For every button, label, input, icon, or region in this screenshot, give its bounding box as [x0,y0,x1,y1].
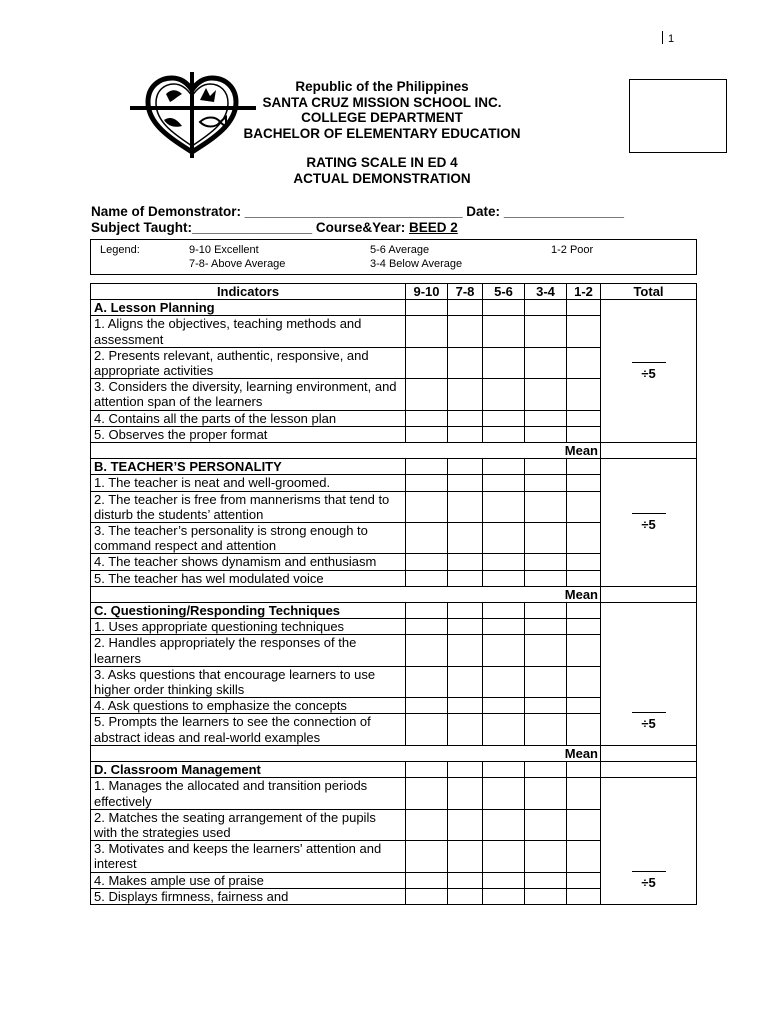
header-total: Total [601,284,697,300]
indicator: 5. Observes the proper format [91,426,406,442]
name-label: Name of Demonstrator: [91,204,242,219]
score-cell[interactable] [406,554,448,570]
score-cell[interactable] [567,698,601,714]
indicator: 2. Handles appropriately the responses of the learners [91,635,406,666]
score-cell[interactable] [448,426,483,442]
score-cell[interactable] [525,778,567,809]
section-title-row [91,603,697,619]
score-cell[interactable] [406,619,448,635]
score-cell[interactable] [525,698,567,714]
score-cell[interactable] [406,666,448,697]
legend-excellent: 9-10 Excellent [189,244,259,256]
header-department: COLLEGE DEPARTMENT [301,110,463,125]
score-cell[interactable] [448,523,483,554]
indicator: 3. Motivates and keeps the learners' attention and interest [91,841,406,872]
score-cell[interactable] [448,316,483,347]
score-cell[interactable] [567,872,601,888]
score-cell[interactable] [406,698,448,714]
score-cell[interactable] [483,841,525,872]
score-cell[interactable] [448,475,483,491]
total-cell[interactable] [601,778,697,905]
score-cell[interactable] [483,872,525,888]
score-cell[interactable] [525,872,567,888]
score-cell[interactable] [448,379,483,410]
indicator: 1. Manages the allocated and transition periods effectively [91,778,406,809]
score-cell[interactable] [448,570,483,586]
score-cell[interactable] [406,635,448,666]
section-title-row [91,762,697,778]
score-cell[interactable] [567,762,601,778]
score-cell[interactable] [567,316,601,347]
score-cell[interactable] [483,491,525,522]
total-divisor: ÷5 [641,516,656,532]
header-5-6: 5-6 [483,284,525,300]
score-cell[interactable] [567,459,601,475]
score-cell[interactable] [448,698,483,714]
score-cell[interactable] [483,410,525,426]
score-cell[interactable] [483,300,525,316]
score-cell[interactable] [567,809,601,840]
score-cell[interactable] [525,316,567,347]
score-cell[interactable] [567,523,601,554]
score-cell[interactable] [448,410,483,426]
score-cell[interactable] [406,459,448,475]
total-cell[interactable] [601,459,697,587]
score-cell[interactable] [567,570,601,586]
score-cell[interactable] [525,523,567,554]
indicator: 5. The teacher has wel modulated voice [91,570,406,586]
legend-label: Legend: [100,244,140,256]
section-title: B. TEACHER’S PERSONALITY [91,459,406,475]
score-cell[interactable] [448,619,483,635]
score-cell[interactable] [525,570,567,586]
score-cell[interactable] [483,347,525,378]
table-header-row [91,284,697,300]
score-cell[interactable] [525,300,567,316]
course-value: BEED 2 [408,220,458,235]
score-cell[interactable] [483,426,525,442]
mean-label: Mean [91,443,601,459]
indicator: 3. Considers the diversity, learning environment, and attention span of the learners [91,379,406,410]
score-cell[interactable] [567,619,601,635]
mean-value-cell[interactable] [601,745,697,761]
date-field[interactable]: ________________ [503,204,624,219]
score-cell[interactable] [483,635,525,666]
score-cell[interactable] [567,347,601,378]
indicator: 1. Uses appropriate questioning techniques [91,619,406,635]
mean-label: Mean [91,745,601,761]
score-cell[interactable] [567,300,601,316]
indicator: 2. The teacher is free from mannerisms that tend to disturb the students’ attention [91,491,406,522]
rating-table [90,283,697,905]
score-cell[interactable] [525,666,567,697]
section-title-row [91,459,697,475]
page-number: 1 [662,31,674,45]
section-title: C. Questioning/Responding Techniques [91,603,406,619]
score-cell[interactable] [448,635,483,666]
legend-above-average: 7-8- Above Average [189,258,286,270]
score-cell[interactable] [567,714,601,745]
indicator: 4. Makes ample use of praise [91,872,406,888]
indicator: 2. Matches the seating arrangement of the pupils with the strategies used [91,809,406,840]
score-cell[interactable] [448,347,483,378]
score-cell[interactable] [525,426,567,442]
score-cell[interactable] [483,619,525,635]
photo-box [629,79,727,153]
score-cell[interactable] [448,714,483,745]
score-cell[interactable] [525,635,567,666]
score-cell[interactable] [406,316,448,347]
score-cell[interactable] [483,475,525,491]
score-cell[interactable] [483,809,525,840]
score-cell[interactable] [483,523,525,554]
demonstrator-line [91,204,624,219]
mean-row [91,586,697,602]
score-cell[interactable] [406,603,448,619]
score-cell[interactable] [525,714,567,745]
score-cell[interactable] [525,379,567,410]
score-cell[interactable] [567,888,601,904]
score-cell[interactable] [525,888,567,904]
header-school-name: SANTA CRUZ MISSION SCHOOL INC. [262,95,502,110]
mean-row [91,443,697,459]
header-1-2: 1-2 [567,284,601,300]
score-cell[interactable] [448,300,483,316]
total-cell[interactable] [601,603,697,746]
score-cell[interactable] [525,554,567,570]
score-cell[interactable] [525,841,567,872]
score-cell[interactable] [525,347,567,378]
score-cell[interactable] [567,603,601,619]
score-cell[interactable] [525,459,567,475]
header-republic: Republic of the Philippines [295,79,469,94]
score-cell[interactable] [406,888,448,904]
score-cell[interactable] [448,809,483,840]
score-cell[interactable] [567,635,601,666]
score-cell[interactable] [406,523,448,554]
indicator: 4. The teacher shows dynamism and enthusiasm [91,554,406,570]
score-cell[interactable] [406,714,448,745]
indicator: 4. Contains all the parts of the lesson plan [91,410,406,426]
table-row [91,778,697,809]
score-cell[interactable] [406,809,448,840]
score-cell[interactable] [483,762,525,778]
score-cell[interactable] [483,666,525,697]
score-cell[interactable] [406,475,448,491]
score-cell[interactable] [525,475,567,491]
name-field[interactable]: _____________________________ [244,204,463,219]
score-cell[interactable] [406,379,448,410]
score-cell[interactable] [483,888,525,904]
score-cell[interactable] [406,841,448,872]
section-title: D. Classroom Management [91,762,406,778]
score-cell[interactable] [448,888,483,904]
score-cell[interactable] [448,841,483,872]
document-title: RATING SCALE IN ED 4 [306,155,458,170]
score-cell[interactable] [483,379,525,410]
indicator: 3. The teacher’s personality is strong enough to command respect and attention [91,523,406,554]
score-cell[interactable] [406,300,448,316]
score-cell[interactable] [483,316,525,347]
score-cell[interactable] [567,554,601,570]
header-indicators: Indicators [91,284,406,300]
mean-label: Mean [91,586,601,602]
score-cell[interactable] [406,426,448,442]
section-title: A. Lesson Planning [91,300,406,316]
score-cell[interactable] [567,475,601,491]
score-cell[interactable] [448,603,483,619]
subject-line [91,220,458,235]
total-cell[interactable] [601,300,697,443]
score-cell[interactable] [567,666,601,697]
mean-row [91,745,697,761]
score-cell[interactable] [406,872,448,888]
score-cell[interactable] [483,778,525,809]
indicator: 1. Aligns the objectives, teaching methods and assessment [91,316,406,347]
legend-average: 5-6 Average [370,244,430,256]
total-divisor: ÷5 [641,874,656,890]
score-cell[interactable] [567,841,601,872]
score-cell[interactable] [448,872,483,888]
score-cell[interactable] [406,778,448,809]
header-7-8: 7-8 [448,284,483,300]
indicator: 1. The teacher is neat and well-groomed. [91,475,406,491]
score-cell[interactable] [567,379,601,410]
score-cell[interactable] [448,554,483,570]
legend-below-average: 3-4 Below Average [370,258,463,270]
score-cell[interactable] [525,809,567,840]
score-cell[interactable] [483,698,525,714]
subject-label: Subject Taught: [91,220,192,235]
score-cell[interactable] [483,714,525,745]
total-divisor: ÷5 [641,715,656,731]
legend-poor: 1-2 Poor [551,244,594,256]
score-cell[interactable] [483,459,525,475]
score-cell[interactable] [567,491,601,522]
score-cell[interactable] [483,570,525,586]
total-divisor: ÷5 [641,365,656,381]
header-9-10: 9-10 [406,284,448,300]
score-cell[interactable] [448,491,483,522]
score-cell[interactable] [525,762,567,778]
score-cell[interactable] [567,426,601,442]
score-cell[interactable] [567,778,601,809]
score-cell[interactable] [483,603,525,619]
legend-box [90,239,697,275]
header-program: BACHELOR OF ELEMENTARY EDUCATION [243,126,521,141]
score-cell[interactable] [448,666,483,697]
score-cell[interactable] [525,491,567,522]
score-cell[interactable] [406,491,448,522]
mean-value-cell[interactable] [601,443,697,459]
score-cell[interactable] [448,778,483,809]
score-cell[interactable] [406,762,448,778]
score-cell[interactable] [525,410,567,426]
indicator: 5. Prompts the learners to see the connection of abstract ideas and real-world examples [91,714,406,745]
score-cell[interactable] [406,570,448,586]
score-cell[interactable] [483,554,525,570]
mean-value-cell[interactable] [601,586,697,602]
indicator: 3. Asks questions that encourage learners to use higher order thinking skills [91,666,406,697]
score-cell[interactable] [567,410,601,426]
indicator: 4. Ask questions to emphasize the concepts [91,698,406,714]
indicator: 2. Presents relevant, authentic, responsive, and appropriate activities [91,347,406,378]
indicator: 5. Displays firmness, fairness and [91,888,406,904]
score-cell[interactable] [406,410,448,426]
total-cell[interactable] [601,762,697,778]
header-3-4: 3-4 [525,284,567,300]
score-cell[interactable] [525,619,567,635]
score-cell[interactable] [406,347,448,378]
document-subtitle: ACTUAL DEMONSTRATION [293,171,471,186]
score-cell[interactable] [525,603,567,619]
score-cell[interactable] [448,459,483,475]
score-cell[interactable] [448,762,483,778]
date-label: Date: [466,204,501,219]
subject-field[interactable]: ________________ [192,220,313,235]
section-title-row [91,300,697,316]
course-label: Course&Year: [315,220,406,235]
